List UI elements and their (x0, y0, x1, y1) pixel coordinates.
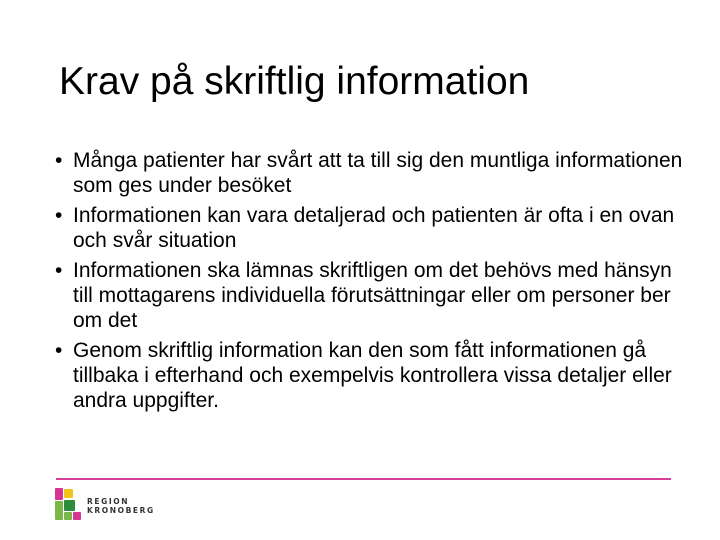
bullet-marker: • (55, 149, 63, 172)
bullet-text: Informationen ska lämnas skriftligen om det behövs med hänsyn till mottagarens individuella förutsättningar eller om personer ber om det (73, 259, 672, 332)
region-kronoberg-logo-icon (55, 488, 83, 522)
logo-block-green (55, 501, 63, 520)
bullet-text: Informationen kan vara detaljerad och patienten är ofta i en ovan och svår situation (73, 204, 675, 252)
bullet-item (55, 203, 695, 253)
region-kronoberg-logo (55, 488, 165, 522)
bullet-marker: • (55, 259, 63, 282)
bullet-text: Många patienter har svårt att ta till sig den muntliga informationen som ges under besöket (73, 149, 683, 197)
bullet-list (55, 148, 695, 418)
logo-block-pink-small (73, 512, 81, 520)
bullet-item (55, 148, 695, 198)
slide-title: Krav på skriftlig information (59, 60, 530, 103)
logo-block-yellow (64, 489, 73, 498)
logo-line-region: REGION (87, 497, 130, 506)
bullet-marker: • (55, 339, 63, 362)
logo-wordmark (87, 497, 155, 515)
logo-block-pink (55, 488, 63, 500)
bullet-text: Genom skriftlig information kan den som fått informationen gå tillbaka i efterhand och exempelvis kontrollera vissa detaljer eller andra uppgifter. (73, 339, 672, 412)
bullet-marker: • (55, 204, 63, 227)
footer-divider (56, 478, 671, 480)
bullet-item (55, 338, 695, 413)
logo-block-dark-green (64, 500, 75, 511)
logo-line-kronoberg: KRONOBERG (87, 506, 155, 515)
bullet-item (55, 258, 695, 333)
logo-block-green-small (64, 512, 72, 520)
